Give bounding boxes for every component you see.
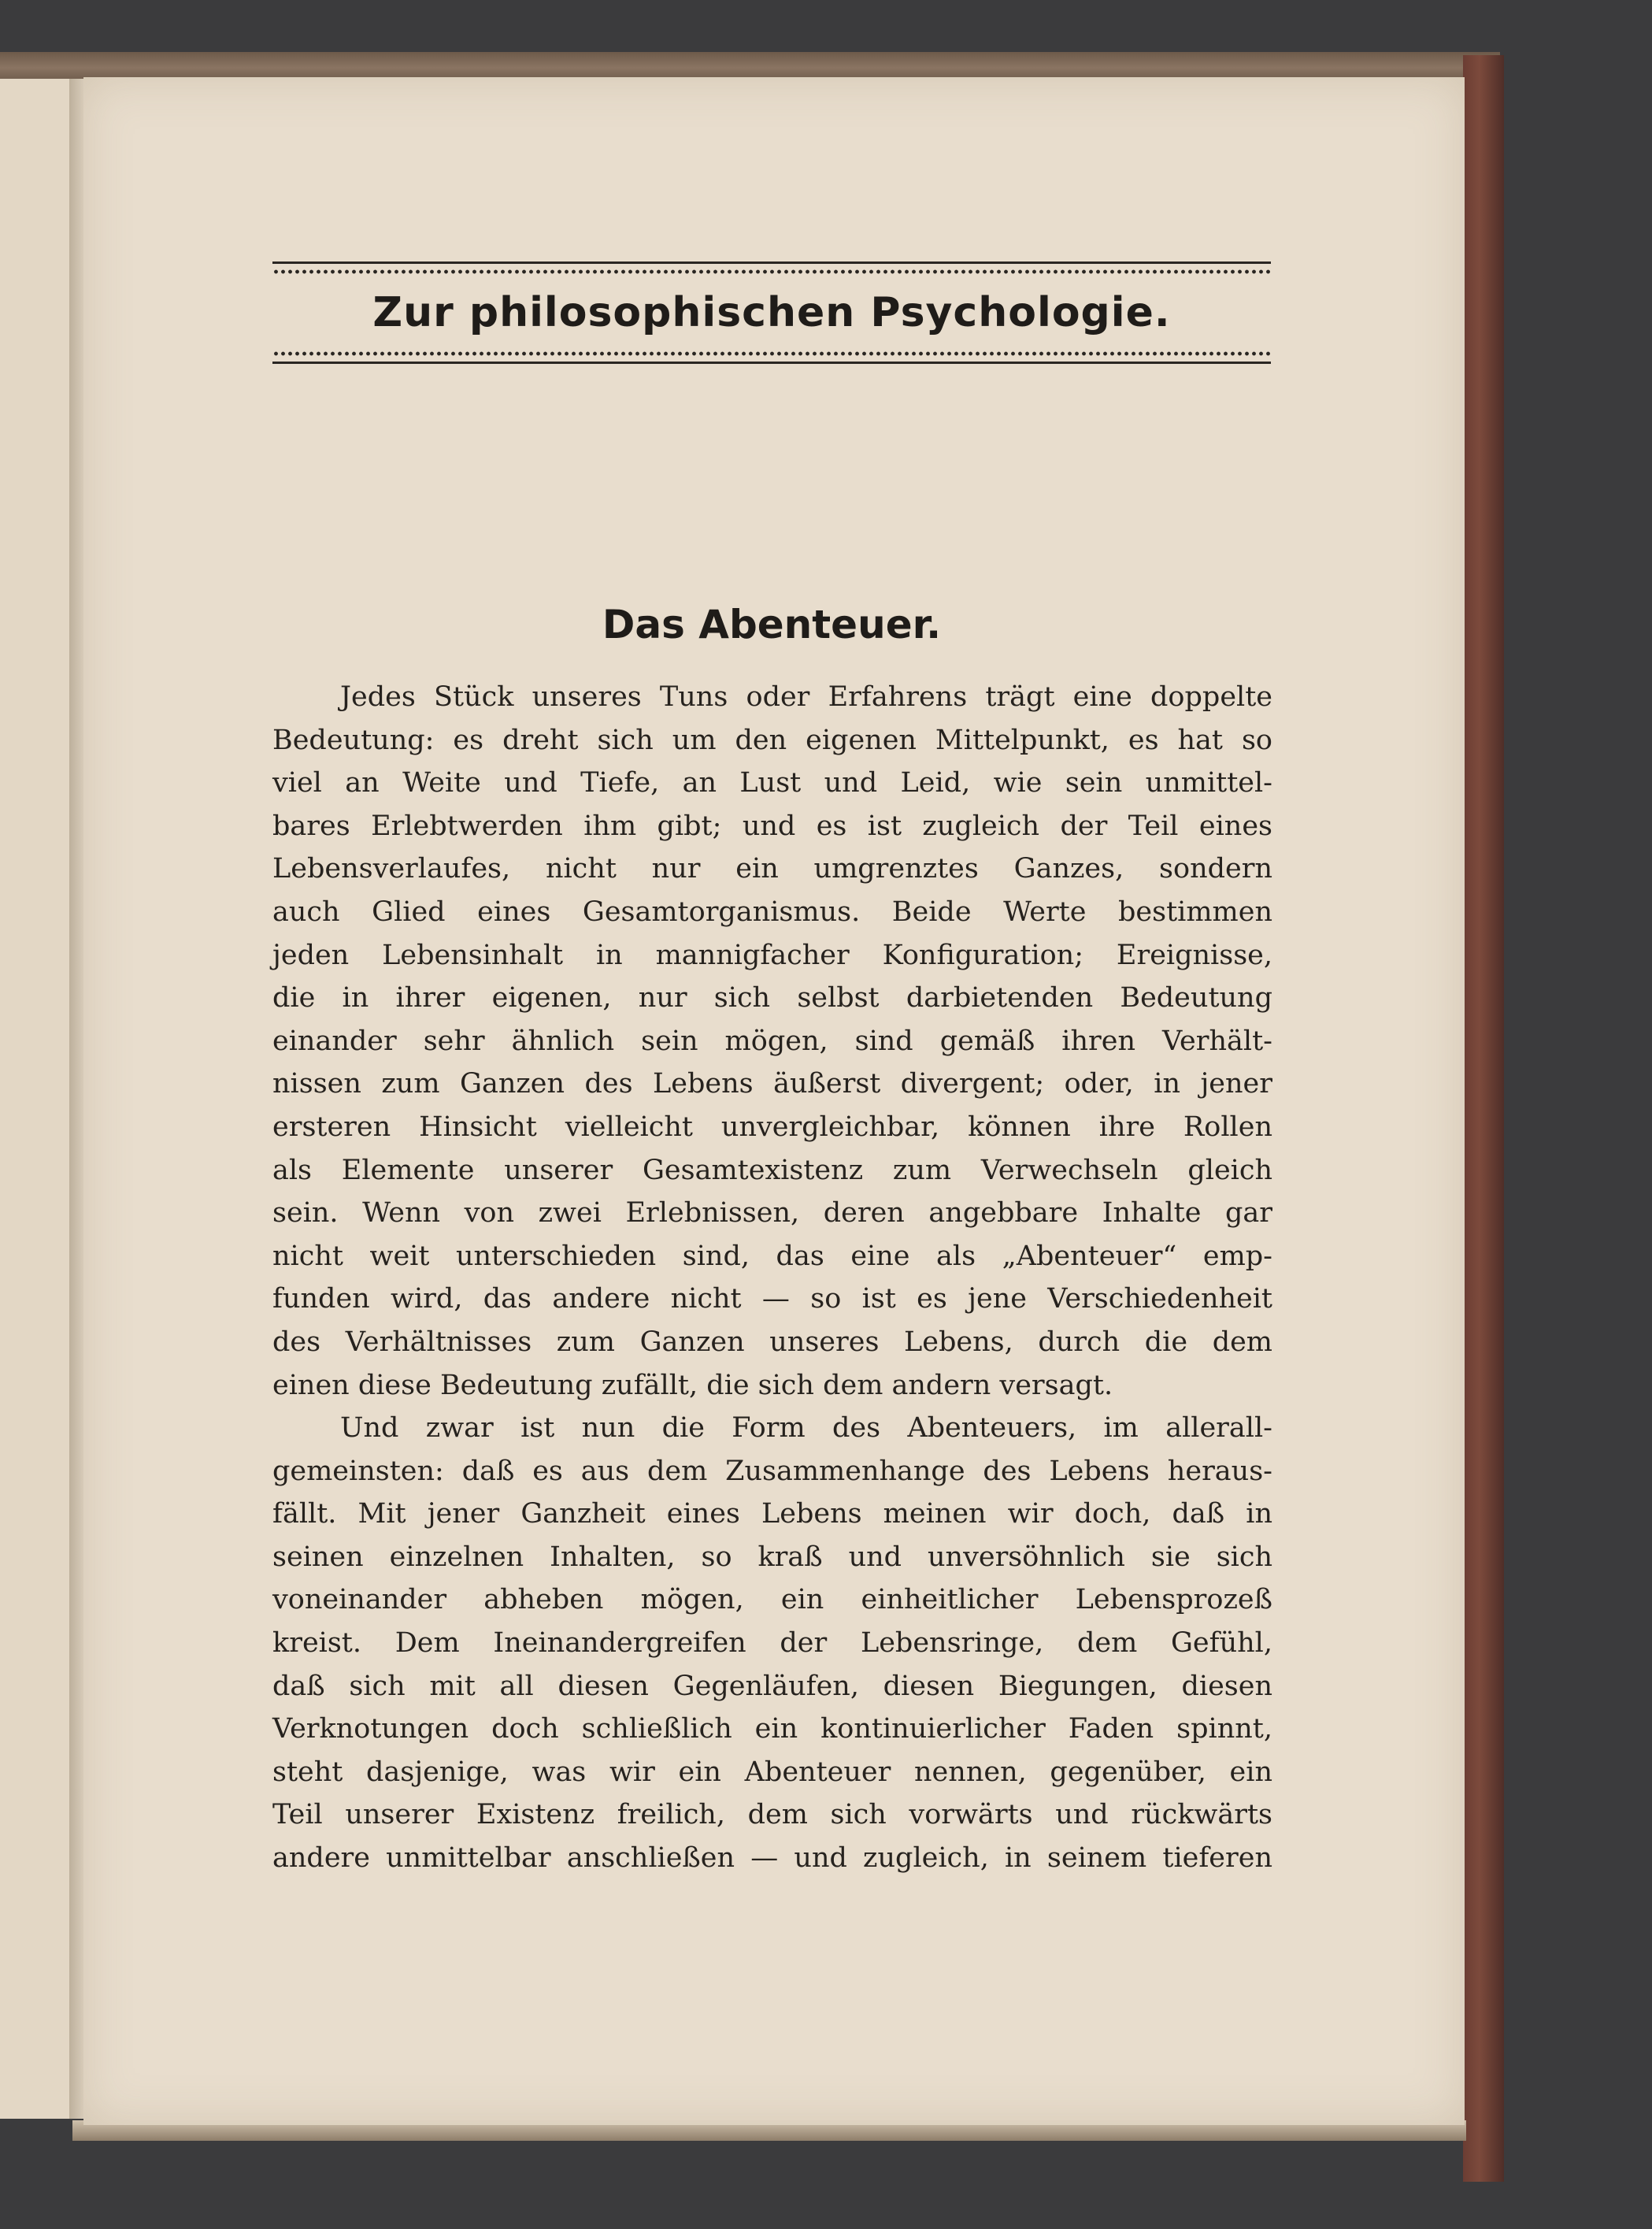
text-line: kreist. Dem Ineinandergreifen der Lebensringe, dem Gefühl, [272, 1627, 1272, 1660]
text-line: einen diese Bedeutung zufällt, die sich dem andern versagt. [272, 1369, 1113, 1401]
text-line: viel an Weite und Tiefe, an Lust und Leid, wie sein unmittel- [272, 767, 1272, 799]
text-line: steht dasjenige, was wir ein Abenteuer nennen, gegenüber, ein [272, 1756, 1272, 1788]
text-line: Lebensverlaufes, nicht nur ein umgrenztes Ganzes, sondern [272, 853, 1272, 885]
text-line: Jedes Stück unseres Tuns oder Erfahrens trägt eine doppelte [340, 681, 1272, 713]
text-line: Und zwar ist nun die Form des Abenteuers, im allerall- [340, 1412, 1272, 1445]
text-line: nissen zum Ganzen des Lebens äußerst divergent; oder, in jener [272, 1068, 1272, 1100]
text-line: einander sehr ähnlich sein mögen, sind gemäß ihren Verhält- [272, 1025, 1272, 1057]
chapter-title: Das Abenteuer. [602, 602, 942, 647]
text-line: des Verhältnisses zum Ganzen unseres Lebens, durch die dem [272, 1326, 1272, 1358]
text-line: als Elemente unserer Gesamtexistenz zum Verwechseln gleich [272, 1154, 1272, 1186]
text-line: seinen einzelnen Inhalten, so kraß und unversöhnlich sie sich [272, 1541, 1272, 1573]
section-header [272, 261, 1271, 364]
text-line: fällt. Mit jener Ganzheit eines Lebens meinen wir doch, daß in [272, 1498, 1272, 1530]
text-line: nicht weit unterschieden sind, das eine als „Abenteuer“ emp- [272, 1240, 1272, 1272]
text-line: die in ihrer eigenen, nur sich selbst darbietenden Bedeutung [272, 982, 1272, 1014]
left-page-edge [0, 79, 74, 2119]
body-text [272, 676, 1272, 1880]
header-dots-top [272, 269, 1271, 274]
text-line: jeden Lebensinhalt in mannigfacher Konfiguration; Ereignisse, [272, 939, 1272, 971]
text-line: ersteren Hinsicht vielleicht unvergleichbar, können ihre Rollen [272, 1111, 1272, 1143]
text-line: Teil unserer Existenz freilich, dem sich vorwärts und rückwärts [272, 1799, 1272, 1831]
section-title: Zur philosophischen Psychologie. [372, 289, 1171, 336]
header-dots-bottom [272, 351, 1271, 356]
header-rule-bottom [272, 362, 1271, 364]
text-line: daß sich mit all diesen Gegenläufen, diesen Biegungen, diesen [272, 1670, 1272, 1702]
text-line: Bedeutung: es dreht sich um den eigenen Mittelpunkt, es hat so [272, 724, 1272, 756]
text-line: sein. Wenn von zwei Erlebnissen, deren angebbare Inhalte gar [272, 1197, 1272, 1229]
text-line: voneinander abheben mögen, ein einheitlicher Lebensprozeß [272, 1584, 1272, 1616]
text-line: Verknotungen doch schließlich ein kontinuierlicher Faden spinnt, [272, 1713, 1272, 1745]
text-line: auch Glied eines Gesamtorganismus. Beide Werte bestimmen [272, 896, 1272, 928]
text-line: gemeinsten: daß es aus dem Zusammenhange des Lebens heraus- [272, 1455, 1272, 1487]
text-line: funden wird, das andere nicht — so ist es jene Verschiedenheit [272, 1283, 1272, 1315]
text-line: andere unmittelbar anschließen — und zugleich, in seinem tieferen [272, 1842, 1272, 1875]
text-line: bares Erlebtwerden ihm gibt; und es ist zugleich der Teil eines [272, 810, 1272, 842]
book-cover-right-edge [1463, 55, 1504, 2182]
header-rule-top [272, 261, 1271, 264]
